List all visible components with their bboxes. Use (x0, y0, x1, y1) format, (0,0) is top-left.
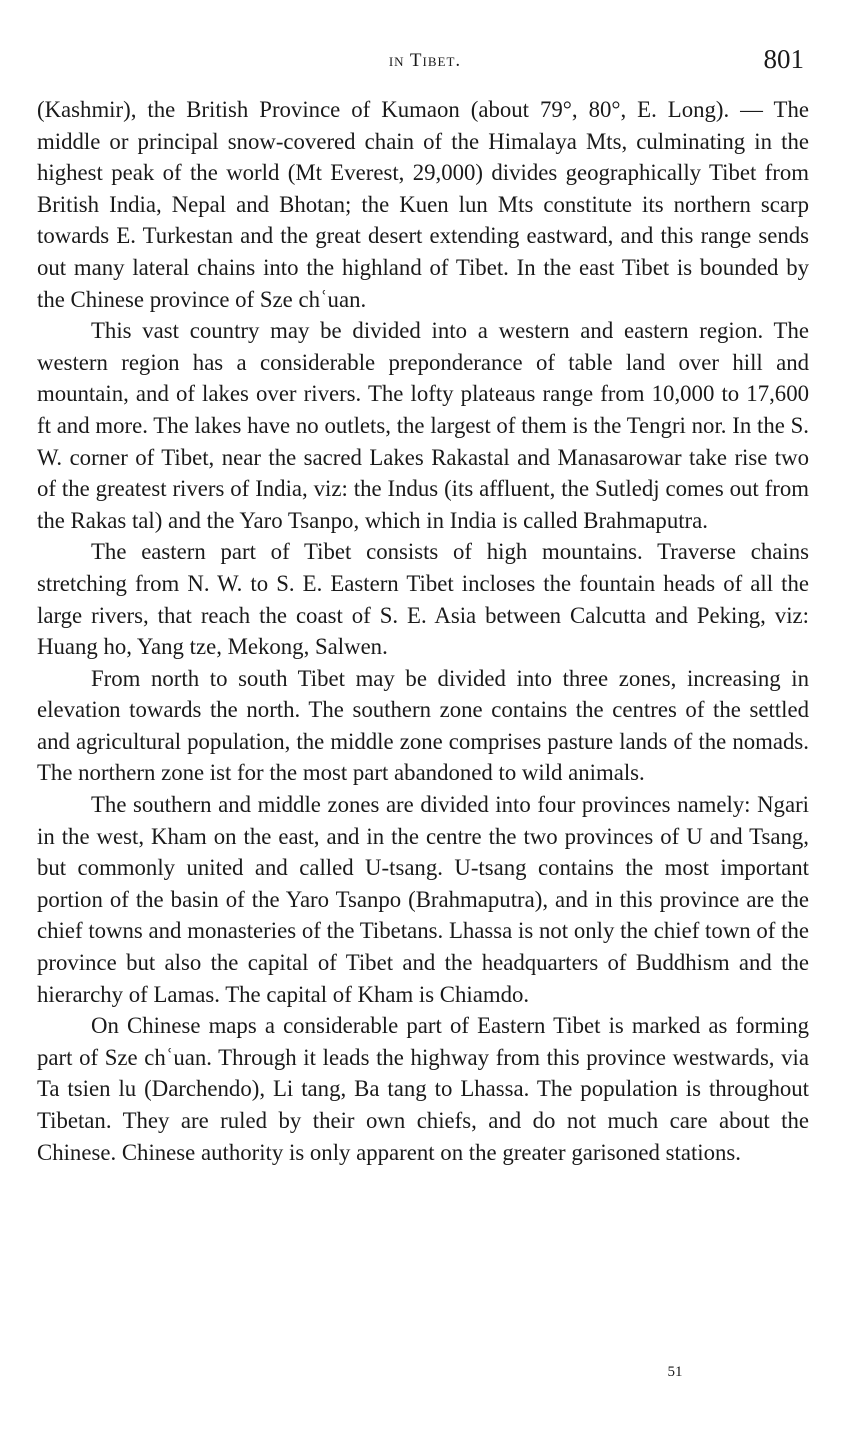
paragraph-3: The eastern part of Tibet consists of high mountains. Traverse chains stretching from N. W. to S. E. Eastern Tibet incloses the fountain heads of all the large rivers, that reach the coast of S. E. Asia between Calcutta and Peking, viz: Huang ho, Yang tze, Mekong, Salwen. (37, 539, 809, 660)
running-title: in Tibet. (388, 50, 462, 71)
page-number: 801 (763, 44, 804, 74)
paragraph-4: From north to south Tibet may be divided into three zones, increasing in elevation towards the north. The southern zone contains the centres of the settled and agricultural population, the middle zone comprises pasture lands of the nomads. The northern zone ist for the most part abandoned to wild animals. (37, 665, 809, 786)
body-text (37, 94, 809, 1168)
signature-mark: 51 (667, 1364, 683, 1380)
paragraph-6: On Chinese maps a considerable part of Eastern Tibet is marked as forming part of Sze chʿuan. Through it leads the highway from this province westwards, via Ta tsien lu (Darchendo), Li tang, Ba tang to Lhassa. The population is throughout Tibetan. They are ruled by their own chiefs, and do not much care about the Chinese. Chinese authority is only apparent on the greater garisoned stations. (37, 1013, 809, 1165)
paragraph-2: This vast country may be divided into a western and eastern region. The western region has a considerable preponderance of table land over hill and mountain, and of lakes over rivers. The lofty plateaus range from 10,000 to 17,600 ft and more. The lakes have no outlets, the largest of them is the Tengri nor. In the S. W. corner of Tibet, near the sacred Lakes Rakastal and Manasarowar take rise two of the greatest rivers of India, viz: the Indus (its affluent, the Sutledj comes out from the Rakas tal) and the Yaro Tsanpo, which in India is called Brahmaputra. (37, 318, 809, 533)
paragraph-5: The southern and middle zones are divided into four provinces namely: Ngari in the west, Kham on the east, and in the centre the two provinces of U and Tsang, but commonly united and called U-tsang. U-tsang contains the most important portion of the basin of the Yaro Tsanpo (Brahmaputra), and in this province are the chief towns and monasteries of the Tibetans. Lhassa is not only the chief town of the province but also the capital of Tibet and the headquarters of Buddhism and the hierarchy of Lamas. The capital of Kham is Chiamdo. (37, 792, 809, 1007)
paragraph-1: (Kashmir), the British Province of Kumaon (about 79°, 80°, E. Long). — The middle or principal snow-covered chain of the Himalaya Mts, culminating in the highest peak of the world (Mt Everest, 29,000) divides geographically Tibet from British India, Nepal and Bhotan; the Kuen lun Mts constitute its northern scarp towards E. Turkestan and the great desert extending eastward, and this range sends out many lateral chains into the highland of Tibet. In the east Tibet is bounded by the Chinese province of Sze chʿuan. (37, 97, 809, 312)
running-head (0, 44, 850, 78)
